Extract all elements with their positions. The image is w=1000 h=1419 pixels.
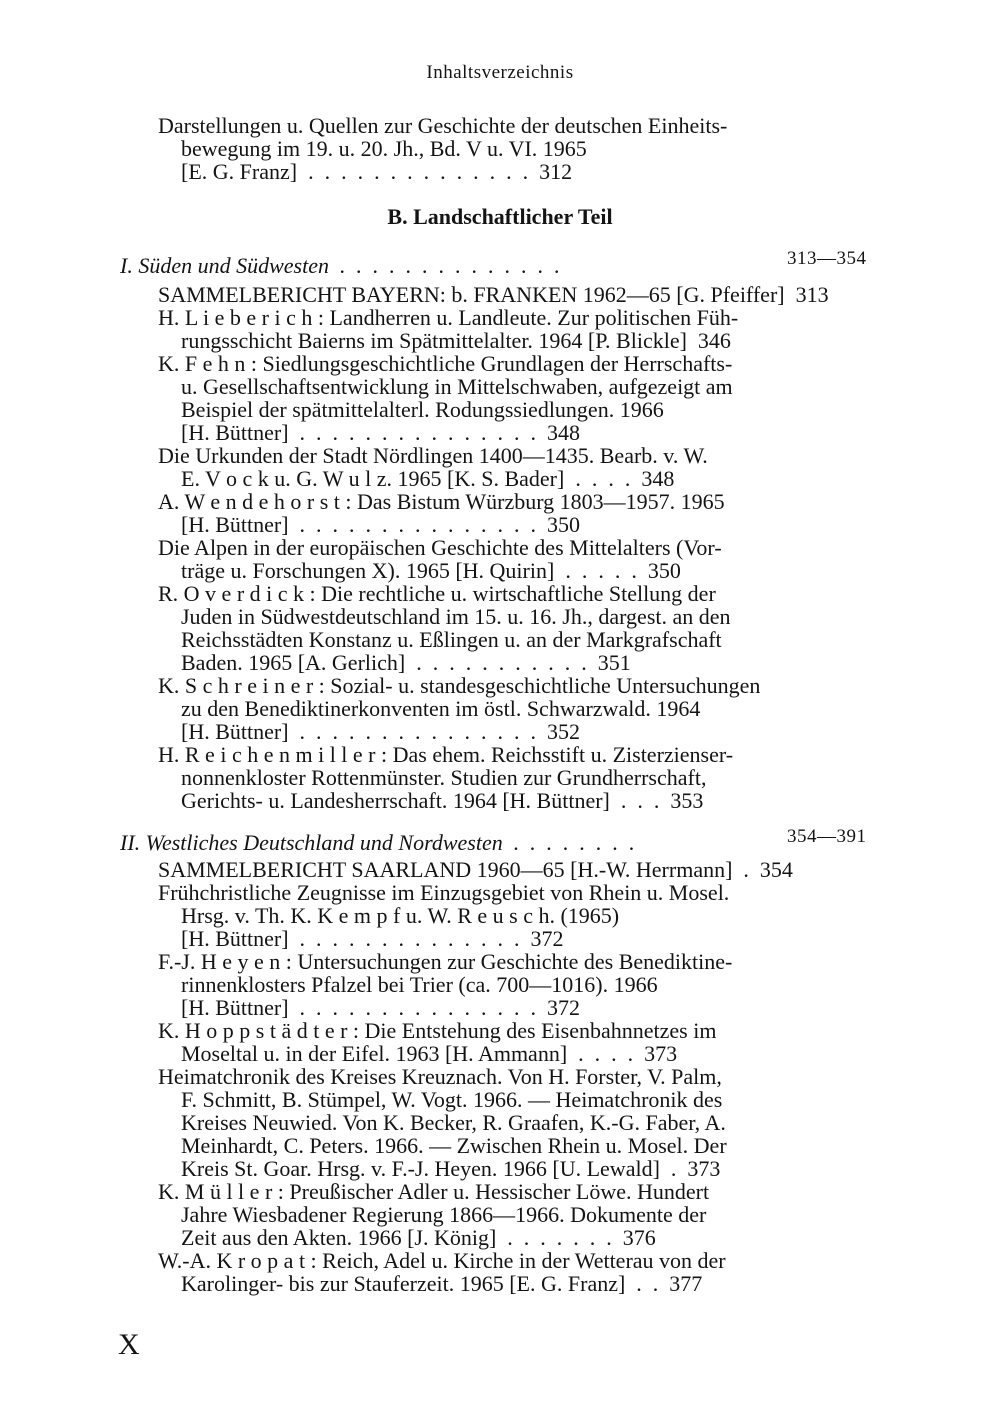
entry-line: Darstellungen u. Quellen zur Geschichte der deutschen Einheits-	[158, 113, 728, 138]
entry-line: Kreis St. Goar. Hrsg. v. F.-J. Heyen. 1966 [U. Lewald] . 373	[181, 1156, 721, 1181]
entry-line: [E. G. Franz] . . . . . . . . . . . . . . 312	[181, 159, 573, 184]
entry-line: [H. Büttner] . . . . . . . . . . . . . . 372	[181, 926, 564, 951]
entry-line: E. V o c k u. G. W u l z. 1965 [K. S. Bader] . . . . 348	[181, 466, 675, 491]
entry-line: Reichsstädten Konstanz u. Eßlingen u. an der Markgrafschaft	[181, 627, 722, 652]
entry-line: u. Gesellschaftsentwicklung in Mittelschwaben, aufgezeigt am	[181, 374, 733, 399]
entry-line: Heimatchronik des Kreises Kreuznach. Von H. Forster, V. Palm,	[158, 1064, 722, 1089]
entry-line: bewegung im 19. u. 20. Jh., Bd. V u. VI. 1965	[181, 136, 587, 161]
entry-line: R. O v e r d i c k : Die rechtliche u. wirtschaftliche Stellung der	[158, 581, 716, 606]
entry-line: K. M ü l l e r : Preußischer Adler u. Hessischer Löwe. Hundert	[158, 1179, 710, 1204]
entry-line: K. H o p p s t ä d t e r : Die Entstehung des Eisenbahnnetzes im	[158, 1018, 717, 1043]
entry-line: Beispiel der spätmittelalterl. Rodungssiedlungen. 1966	[181, 397, 664, 422]
entry-line: [H. Büttner] . . . . . . . . . . . . . . . 350	[181, 512, 581, 537]
entry-line: Die Alpen in der europäischen Geschichte des Mittelalters (Vor-	[158, 535, 722, 560]
entry-line: Moseltal u. in der Eifel. 1963 [H. Ammann] . . . . 373	[181, 1041, 678, 1066]
subsection-page-range: 354—391	[787, 826, 867, 847]
entry-line: F.-J. H e y e n : Untersuchungen zur Geschichte des Benediktine-	[158, 949, 733, 974]
entry-line: F. Schmitt, B. Stümpel, W. Vogt. 1966. — Heimatchronik des	[181, 1087, 723, 1112]
entry-line: SAMMELBERICHT SAARLAND 1960—65 [H.-W. Herrmann] . 354	[158, 857, 793, 882]
entry-line: [H. Büttner] . . . . . . . . . . . . . . . 348	[181, 420, 581, 445]
entry-line: SAMMELBERICHT BAYERN: b. FRANKEN 1962—65 [G. Pfeiffer] 313	[158, 282, 829, 307]
entry-line: Meinhardt, C. Peters. 1966. — Zwischen Rhein u. Mosel. Der	[181, 1133, 727, 1158]
entry-line: Hrsg. v. Th. K. K e m p f u. W. R e u s c h. (1965)	[181, 903, 620, 928]
subsection-heading: I. Süden und Südwesten . . . . . . . . . . . . . .	[120, 253, 560, 278]
entry-line: Karolinger- bis zur Stauferzeit. 1965 [E. G. Franz] . . 377	[181, 1271, 703, 1296]
entry-line: Die Urkunden der Stadt Nördlingen 1400—1435. Bearb. v. W.	[158, 443, 708, 468]
subsection-heading: II. Westliches Deutschland und Nordwesten . . . . . . . .	[120, 830, 635, 855]
entry-line: K. F e h n : Siedlungsgeschichtliche Grundlagen der Herrschafts-	[158, 351, 733, 376]
entry-line: [H. Büttner] . . . . . . . . . . . . . . . 352	[181, 719, 581, 744]
entry-line: Baden. 1965 [A. Gerlich] . . . . . . . . . . . 351	[181, 650, 631, 675]
running-head: Inhaltsverzeichnis	[426, 62, 574, 83]
entry-line: W.-A. K r o p a t : Reich, Adel u. Kirche in der Wetterau von der	[158, 1248, 726, 1273]
entry-line: Kreises Neuwied. Von K. Becker, R. Graafen, K.-G. Faber, A.	[181, 1110, 726, 1135]
entry-line: H. L i e b e r i c h : Landherren u. Landleute. Zur politischen Füh-	[158, 305, 739, 330]
entry-line: Juden in Südwestdeutschland im 15. u. 16. Jh., dargest. an den	[181, 604, 731, 629]
subsection-page-range: 313—354	[787, 248, 867, 269]
entry-line: Frühchristliche Zeugnisse im Einzugsgebiet von Rhein u. Mosel.	[158, 880, 730, 905]
entry-line: rinnenklosters Pfalzel bei Trier (ca. 700—1016). 1966	[181, 972, 658, 997]
entry-line: träge u. Forschungen X). 1965 [H. Quirin] . . . . . 350	[181, 558, 681, 583]
entry-line: Zeit aus den Akten. 1966 [J. König] . . . . . . . 376	[181, 1225, 656, 1250]
entry-line: [H. Büttner] . . . . . . . . . . . . . . . 372	[181, 995, 581, 1020]
entry-line: A. W e n d e h o r s t : Das Bistum Würzburg 1803—1957. 1965	[158, 489, 725, 514]
entry-line: nonnenkloster Rottenmünster. Studien zur Grundherrschaft,	[181, 765, 707, 790]
entry-line: Jahre Wiesbadener Regierung 1866—1966. Dokumente der	[181, 1202, 707, 1227]
entry-line: K. S c h r e i n e r : Sozial- u. standesgeschichtliche Untersuchungen	[158, 673, 761, 698]
page-folio: X	[118, 1328, 140, 1361]
entry-line: Gerichts- u. Landesherrschaft. 1964 [H. Büttner] . . . 353	[181, 788, 704, 813]
entry-line: H. R e i c h e n m i l l e r : Das ehem. Reichsstift u. Zisterzienser-	[158, 742, 734, 767]
entry-line: zu den Benediktinerkonventen im östl. Schwarzwald. 1964	[181, 696, 701, 721]
entry-line: rungsschicht Baierns im Spätmittelalter. 1964 [P. Blickle] 346	[181, 328, 731, 353]
section-title: B. Landschaftlicher Teil	[387, 204, 613, 229]
